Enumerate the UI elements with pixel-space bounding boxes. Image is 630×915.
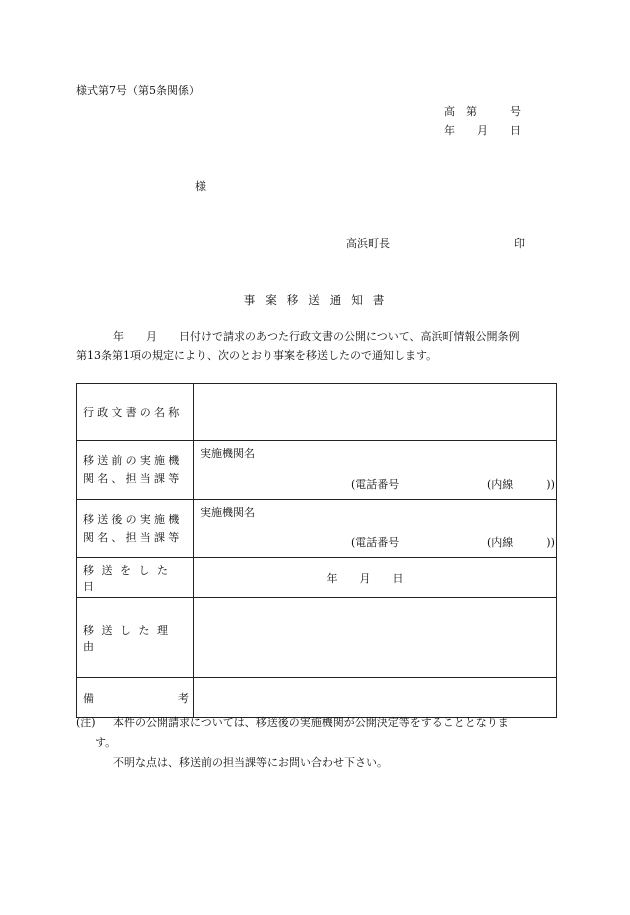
body-line-2: 第13条第1項の規定により、次のとおり事案を移送したので通知します。 [76,349,438,362]
table-row-after-transfer [77,500,557,558]
agency-label-before: 実施機関名 [200,447,255,460]
value-document-name[interactable] [194,384,557,441]
value-before-transfer[interactable] [194,441,557,500]
note-1-line-1: 本件の公開請求については、移送後の実施機関が公開決定等をすることとなりま [113,716,509,729]
extension-label-after: (内線 )) [487,536,555,549]
value-remarks[interactable] [194,678,557,718]
table-row-transfer-reason [77,598,557,678]
table-row-transfer-date [77,558,557,598]
label-transfer-date: 移送をした日 [77,558,194,598]
form-number: 様式第7号（第5条関係） [76,84,200,97]
label-document-name: 行政文書の名称 [77,384,194,441]
label-remarks: 備 考 [77,678,194,718]
extension-label-before: (内線 )) [487,478,555,491]
label-transfer-reason: 移送した理由 [77,598,194,678]
label-after-transfer: 移送後の実施機 関名、担当課等 [77,500,194,558]
addressee-honorific: 様 [195,180,206,193]
phone-label-after: (電話番号 [351,536,400,549]
sender-name: 高浜町長 [346,237,390,250]
value-transfer-reason[interactable] [194,598,557,678]
transfer-details-table [76,383,557,718]
table-row-document-name [77,384,557,441]
phone-label-before: (電話番号 [351,478,400,491]
note-prefix: (注) [76,716,96,729]
value-transfer-date[interactable] [194,558,557,598]
note-1-line-2: す。 [95,736,117,749]
document-number: 高 第 号 [444,105,521,118]
table-row-before-transfer [77,441,557,500]
body-line-1: 年 月 日付けで請求のあつた行政文書の公開について、高浜町情報公開条例 [113,330,520,343]
document-title: 事案移送通知書 [243,293,395,307]
note-2: 不明な点は、移送前の担当課等にお問い合わせ下さい。 [113,756,388,769]
transfer-date-text: 年 月 日 [326,571,404,585]
agency-label-after: 実施機関名 [200,506,255,519]
table-row-remarks [77,678,557,718]
issue-date: 年 月 日 [444,124,521,137]
label-before-transfer: 移送前の実施機 関名、担当課等 [77,441,194,500]
value-after-transfer[interactable] [194,500,557,558]
seal-mark: 印 [514,237,525,250]
